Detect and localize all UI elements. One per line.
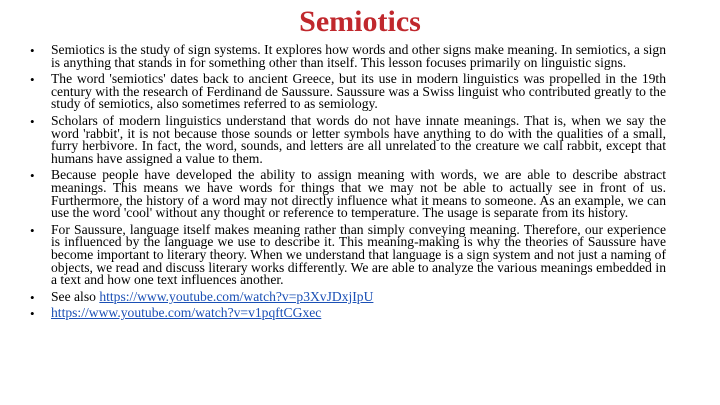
bullet-icon: • bbox=[30, 113, 35, 129]
bullet-item-history bbox=[30, 73, 666, 111]
bullet-item-innate-meaning bbox=[30, 112, 666, 166]
bullet-text: Because people have developed the ability to assign meaning with words, we are able to describe abstract meanings. This means we have words for things that we may not be able to actually see in front of us. Furthermore, the history of a word may not directly influence what it means to someone. As an example, we can use the word 'cool' without any thought or reference to temperature. The usage is separate from its history. bbox=[51, 167, 666, 221]
youtube-link-1[interactable]: https://www.youtube.com/watch?v=p3XvJDxjIpU bbox=[99, 288, 374, 304]
slide-title: Semiotics bbox=[299, 5, 421, 38]
bullet-text: For Saussure, language itself makes meaning rather than simply conveying meaning. Therefore, our experience is influenced by the language we use to describe it. This meaning-making is why the theories of Saussure have become important to literary theory. When we understand that language is a sign system and not just a naming of objects, we read and discuss literary works differently. We are able to analyze the various meanings embedded in a text and how one text influences another. bbox=[51, 221, 666, 288]
bullet-icon: • bbox=[30, 168, 35, 184]
bullet-item-link bbox=[30, 307, 666, 320]
bullet-text: Semiotics is the study of sign systems. It explores how words and other signs make meaning. In semiotics, a sign is anything that stands in for something other than itself. This lesson focuses primarily on linguistic signs. bbox=[51, 42, 666, 70]
bullet-icon: • bbox=[30, 222, 35, 238]
bullet-icon: • bbox=[30, 43, 35, 58]
bullet-text: The word 'semiotics' dates back to ancient Greece, but its use in modern linguistics was propelled in the 19th century with the research of Ferdinand de Saussure. Saussure was a Swiss linguist who contributed greatly to the study of semiotics, also sometimes referred to as semiology. bbox=[51, 71, 666, 112]
bullet-text: Scholars of modern linguistics understand that words do not have innate meanings. That is, when we say the word 'rabbit', it is not because those sounds or letter symbols have anything to do with the qualities of a small, furry herbivore. In fact, the word, sounds, and letters are all unrelated to the creature we call rabbit, except that humans have assigned a value to them. bbox=[51, 112, 666, 166]
bullet-icon: • bbox=[30, 306, 35, 322]
bullet-item-abstract-meaning bbox=[30, 169, 666, 219]
bullet-icon: • bbox=[30, 289, 35, 305]
bullet-icon: • bbox=[30, 72, 35, 88]
bullet-item-saussure bbox=[30, 221, 666, 288]
bullet-list bbox=[30, 44, 666, 324]
bullet-item-see-also bbox=[30, 288, 666, 305]
youtube-link-2[interactable]: https://www.youtube.com/watch?v=v1pqftCGxec bbox=[51, 305, 322, 321]
see-also-label: See also bbox=[51, 288, 100, 304]
bullet-item-definition bbox=[30, 44, 666, 69]
